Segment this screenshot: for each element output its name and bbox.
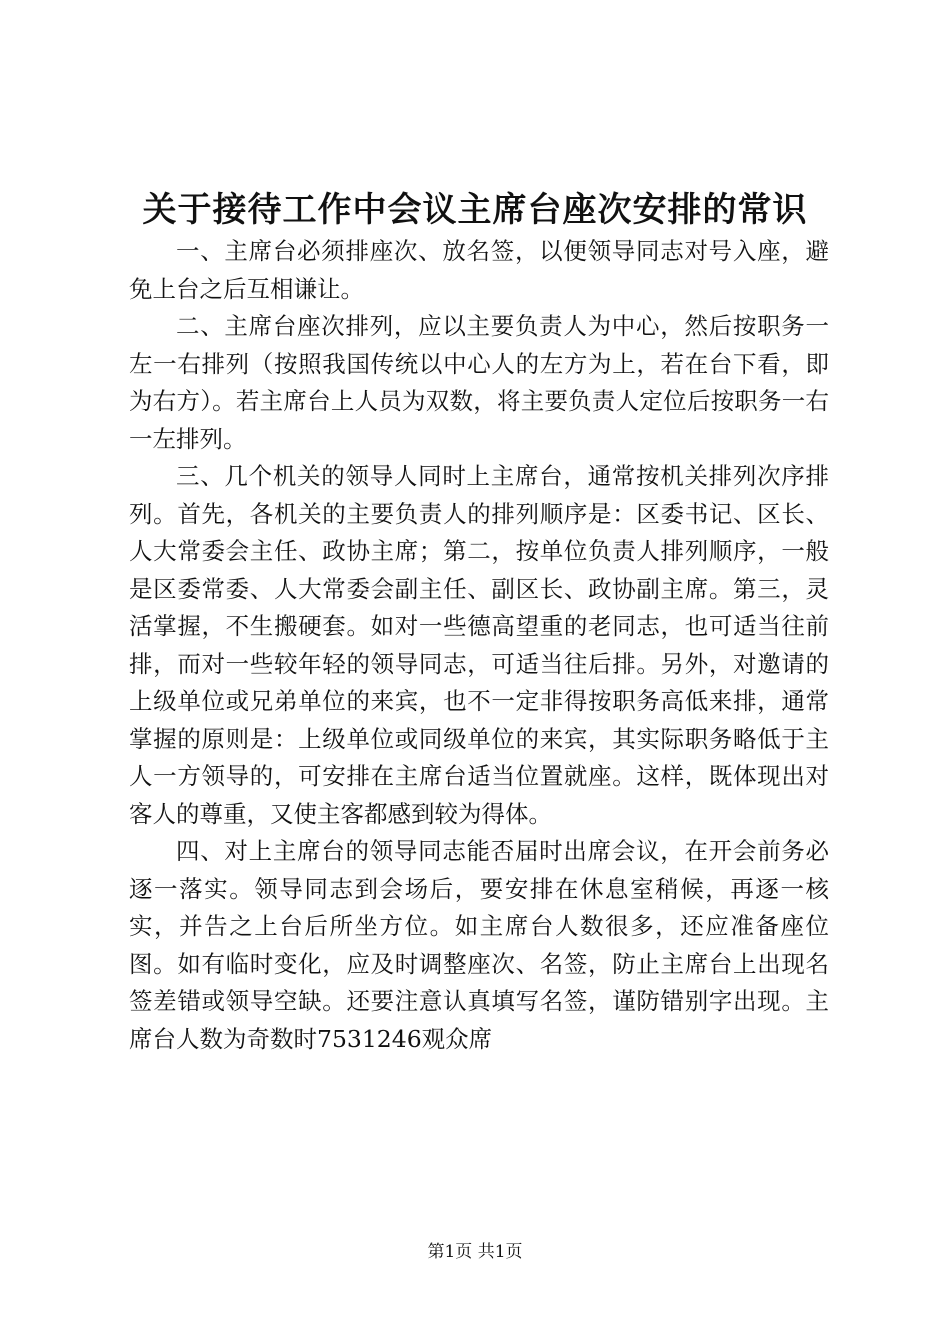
paragraph-1: 一、主席台必须排座次、放名签，以便领导同志对号入座，避免上台之后互相谦让。	[129, 237, 829, 303]
paragraph-2: 二、主席台座次排列，应以主要负责人为中心，然后按职务一左一右排列（按照我国传统以中心人的左方为上，若在台下看，即为右方）。若主席台上人员为双数，将主要负责人定位后按职务一右一左排列。	[129, 312, 829, 453]
paragraph-3: 三、几个机关的领导人同时上主席台，通常按机关排列次序排列。首先，各机关的主要负责人的排列顺序是：区委书记、区长、人大常委会主任、政协主席；第二，按单位负责人排列顺序，一般是区委常委、人大常委会副主任、副区长、政协副主席。第三，灵活掌握，不生搬硬套。如对一些德高望重的老同志，也可适当往前排，而对一些较年轻的领导同志，可适当往后排。另外，对邀请的上级单位或兄弟单位的来宾，也不一定非得按职务高低来排，通常掌握的原则是：上级单位或同级单位的来宾，其实际职务略低于主人一方领导的，可安排在主席台适当位置就座。这样，既体现出对客人的尊重，又使主客都感到较为得体。	[129, 462, 829, 828]
page-footer: 第1页 共1页	[427, 1242, 523, 1262]
document-title: 关于接待工作中会议主席台座次安排的常识	[142, 190, 808, 230]
document-body	[129, 233, 829, 1058]
paragraph-4: 四、对上主席台的领导同志能否届时出席会议，在开会前务必逐一落实。领导同志到会场后，要安排在休息室稍候，再逐一核实，并告之上台后所坐方位。如主席台人数很多，还应准备座位图。如有临时变化，应及时调整座次、名签，防止主席台上出现名签差错或领导空缺。还要注意认真填写名签，谨防错别字出现。主席台人数为奇数时7531246观众席	[129, 837, 829, 1053]
